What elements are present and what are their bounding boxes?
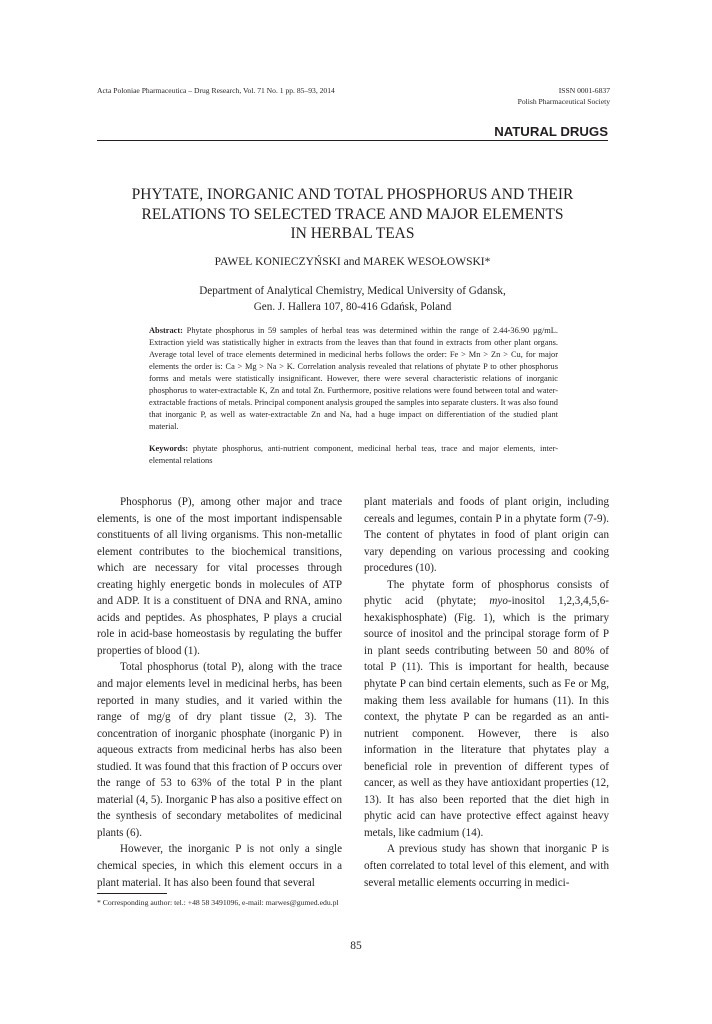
journal-identifiers bbox=[518, 86, 610, 107]
title-line: PHYTATE, INORGANIC AND TOTAL PHOSPHORUS AND THEIR bbox=[131, 186, 574, 203]
keywords bbox=[149, 443, 558, 467]
page-number: 85 bbox=[350, 940, 362, 952]
body-paragraph: plant materials and foods of plant origin, including cereals and legumes, contain P in a phytate form (7-9). The content of phytates in food of plant origin can vary depending on various processing and cooking procedures (10). bbox=[364, 496, 609, 575]
affiliation-line: Gen. J. Hallera 107, 80-416 Gdańsk, Poland bbox=[253, 301, 452, 313]
abstract bbox=[149, 325, 558, 433]
keywords-text: phytate phosphorus, anti-nutrient component, medicinal herbal teas, trace and major elements, inter-elemental relations bbox=[149, 444, 559, 466]
author-list: PAWEŁ KONIECZYŃSKI and MAREK WESOŁOWSKI* bbox=[214, 256, 491, 268]
body-paragraph bbox=[364, 577, 609, 842]
journal-citation: Acta Poloniae Pharmaceutica – Drug Research, Vol. 71 No. 1 pp. 85–93, 2014 bbox=[97, 86, 335, 95]
article-title bbox=[97, 185, 608, 244]
footnote-rule bbox=[97, 893, 167, 894]
paragraph-text: The phytate form of phosphorus consists of phytic acid (phytate; bbox=[364, 578, 609, 608]
title-line: RELATIONS TO SELECTED TRACE AND MAJOR ELEMENTS bbox=[141, 205, 564, 223]
body-paragraph: Total phosphorus (total P), along with the trace and major elements level in medicinal herbs, has been reported in many studies, and it varied within the range of mg/g of dry plant tissue (2, 3). The concentration of inorganic phosphate (inorganic P) in aqueous extracts from medicinal herbs has also been studied. It was found that this fraction of P occurs over the range of 53 to 63% of the total P in the plant material (4, 5). Inorganic P has also a positive effect on the synthesis of secondary metabolites of medicinal plants (6). bbox=[97, 661, 343, 839]
body-paragraph: A previous study has shown that inorganic P is often correlated to total level of this element, and with several metallic elements occurring in medici- bbox=[364, 843, 609, 889]
section-label: NATURAL DRUGS bbox=[494, 124, 608, 139]
abstract-label: Abstract: bbox=[149, 326, 183, 335]
body-column-right bbox=[364, 494, 609, 891]
affiliation bbox=[97, 283, 608, 315]
body-paragraph: However, the inorganic P is not only a single chemical species, in which this element occurs in a plant material. It has also been found that several bbox=[97, 843, 342, 889]
title-line: IN HERBAL TEAS bbox=[290, 225, 415, 242]
society-name: Polish Pharmaceutical Society bbox=[517, 96, 610, 106]
issn: ISSN 0001-6837 bbox=[558, 86, 610, 95]
abstract-text: Phytate phosphorus in 59 samples of herbal teas was determined within the range of 2.44-36.90 µg/mL. Extraction yield was statistically higher in extracts from the leaves than that found in extracts from other plant organs. Average total level of trace elements determined in medicinal herbs follows the order: Fe > Mn > Zn > Cu, for major elements the order is: Ca > Mg > Na > K. Correlation analysis revealed that relations of phytate P to other phosphorus forms and metals were statistically insignificant. However, there were several characteristic relations of inorganic phosphorus to water-extractable K, Zn and total Zn. Furthermore, positive relations were found between total and water-extractable fractions of metals. Principal component analysis grouped the samples into separate clusters. It was also found that inorganic P, as well as water-extractable Zn and Na, had a huge impact on differentiation of the studied plant material. bbox=[149, 326, 558, 432]
italic-term: myo bbox=[489, 595, 508, 608]
body-column-left bbox=[97, 494, 342, 891]
paragraph-text: -inositol 1,2,3,4,5,6-hexakisphosphate) (Fig. 1), which is the primary source of inositol and the principal storage form of P in plant seeds contributing between 50 and 80% of total P (11). This is important for health, because phytate P can bind certain elements, such as Fe or Mg, making them less available for humans (11). In this context, the phytate P can be regarded as an anti-nutrient component. However, there is also information in the literature that phytates play a beneficial role in prevention of different types of cancer, as well as they have antioxidant properties (12, 13). It has also been reported that the diet high in phytic acid can have protective effect against heavy metals, like cadmium (14). bbox=[364, 595, 609, 839]
body-paragraph: Phosphorus (P), among other major and trace elements, is one of the most important indispensable constituents of all living organisms. This non-metallic element contributes to the biochemical transitions, which are necessary for vital processes through creating highly energetic bonds in molecules of ATP and ADP. It is a constituent of DNA and RNA, amino acids and peptides. As phosphates, P plays a crucial role in acid-base homeostasis by regulating the buffer properties of blood (1). bbox=[97, 496, 342, 657]
section-rule bbox=[97, 140, 608, 141]
footnote: * Corresponding author: tel.: +48 58 3491096, e-mail: marwes@gumed.edu.pl bbox=[97, 898, 339, 907]
affiliation-line: Department of Analytical Chemistry, Medical University of Gdansk, bbox=[199, 285, 506, 297]
keywords-label: Keywords: bbox=[149, 444, 189, 453]
